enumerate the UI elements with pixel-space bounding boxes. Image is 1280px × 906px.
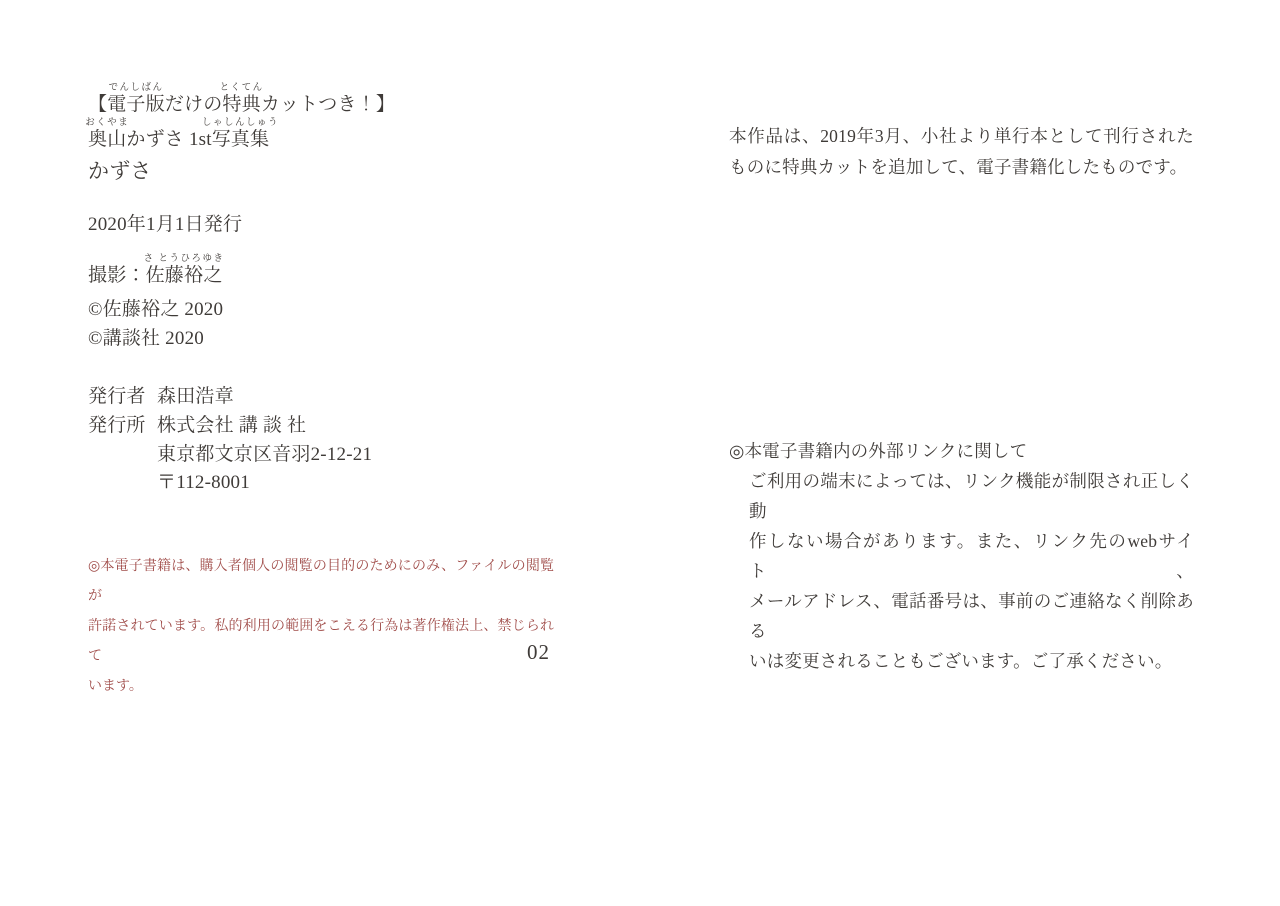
edition-banner: 【電子版 でんしばん だけの特典 とくてん カットつき！】 xyxy=(88,83,396,115)
publisher-company-name: 株式会社 講 談 社 xyxy=(157,415,307,436)
publication-date: 2020年1月1日発行 xyxy=(88,214,243,235)
book-title: かずさ xyxy=(88,159,152,183)
publisher-company-label: 発行所 xyxy=(88,415,146,436)
copyright-photographer: ©佐藤裕之 2020 xyxy=(88,299,224,320)
publisher-postal-code: 〒112-8001 xyxy=(157,472,250,493)
colophon-left-page xyxy=(85,0,554,906)
publisher-person-name: 森田浩章 xyxy=(157,386,234,407)
external-link-body: ご利用の端末によっては、リンク機能が制限され正しく動 作しない場合があります。また、リンク先のwebサイト、 メールアドレス、電話番号は、事前のご連絡なく削除ある いは変更されることもございます。ご了承ください。 xyxy=(749,471,1194,671)
edition-note: 本作品は、2019年3月、小社より単行本として刊行された ものに特典カットを追加して、電子書籍化したものです。 xyxy=(729,126,1194,177)
external-link-heading: ◎本電子書籍内の外部リンクに関して xyxy=(729,441,1028,461)
series-title: 奥山 おくやま かずさ 1st写真集 しゃしんしゅう xyxy=(85,118,280,150)
license-notice: ◎本電子書籍は、購入者個人の閲覧の目的のためにのみ、ファイルの閲覧が 許諾されています。私的利用の範囲をこえる行為は著作権法上、禁じられて います。 xyxy=(88,559,554,694)
publisher-address: 東京都文京区音羽2-12-21 xyxy=(157,444,373,465)
copyright-publisher: ©講談社 2020 xyxy=(88,328,204,349)
publisher-person-label: 発行者 xyxy=(88,386,146,407)
colophon-right-page xyxy=(729,0,1194,906)
page-number: 02 xyxy=(527,640,550,664)
photographer-credit: 撮影：佐藤裕之 さ とうひろゆき xyxy=(88,254,225,286)
publisher-person-row xyxy=(88,387,234,406)
publisher-company-row xyxy=(88,416,306,435)
